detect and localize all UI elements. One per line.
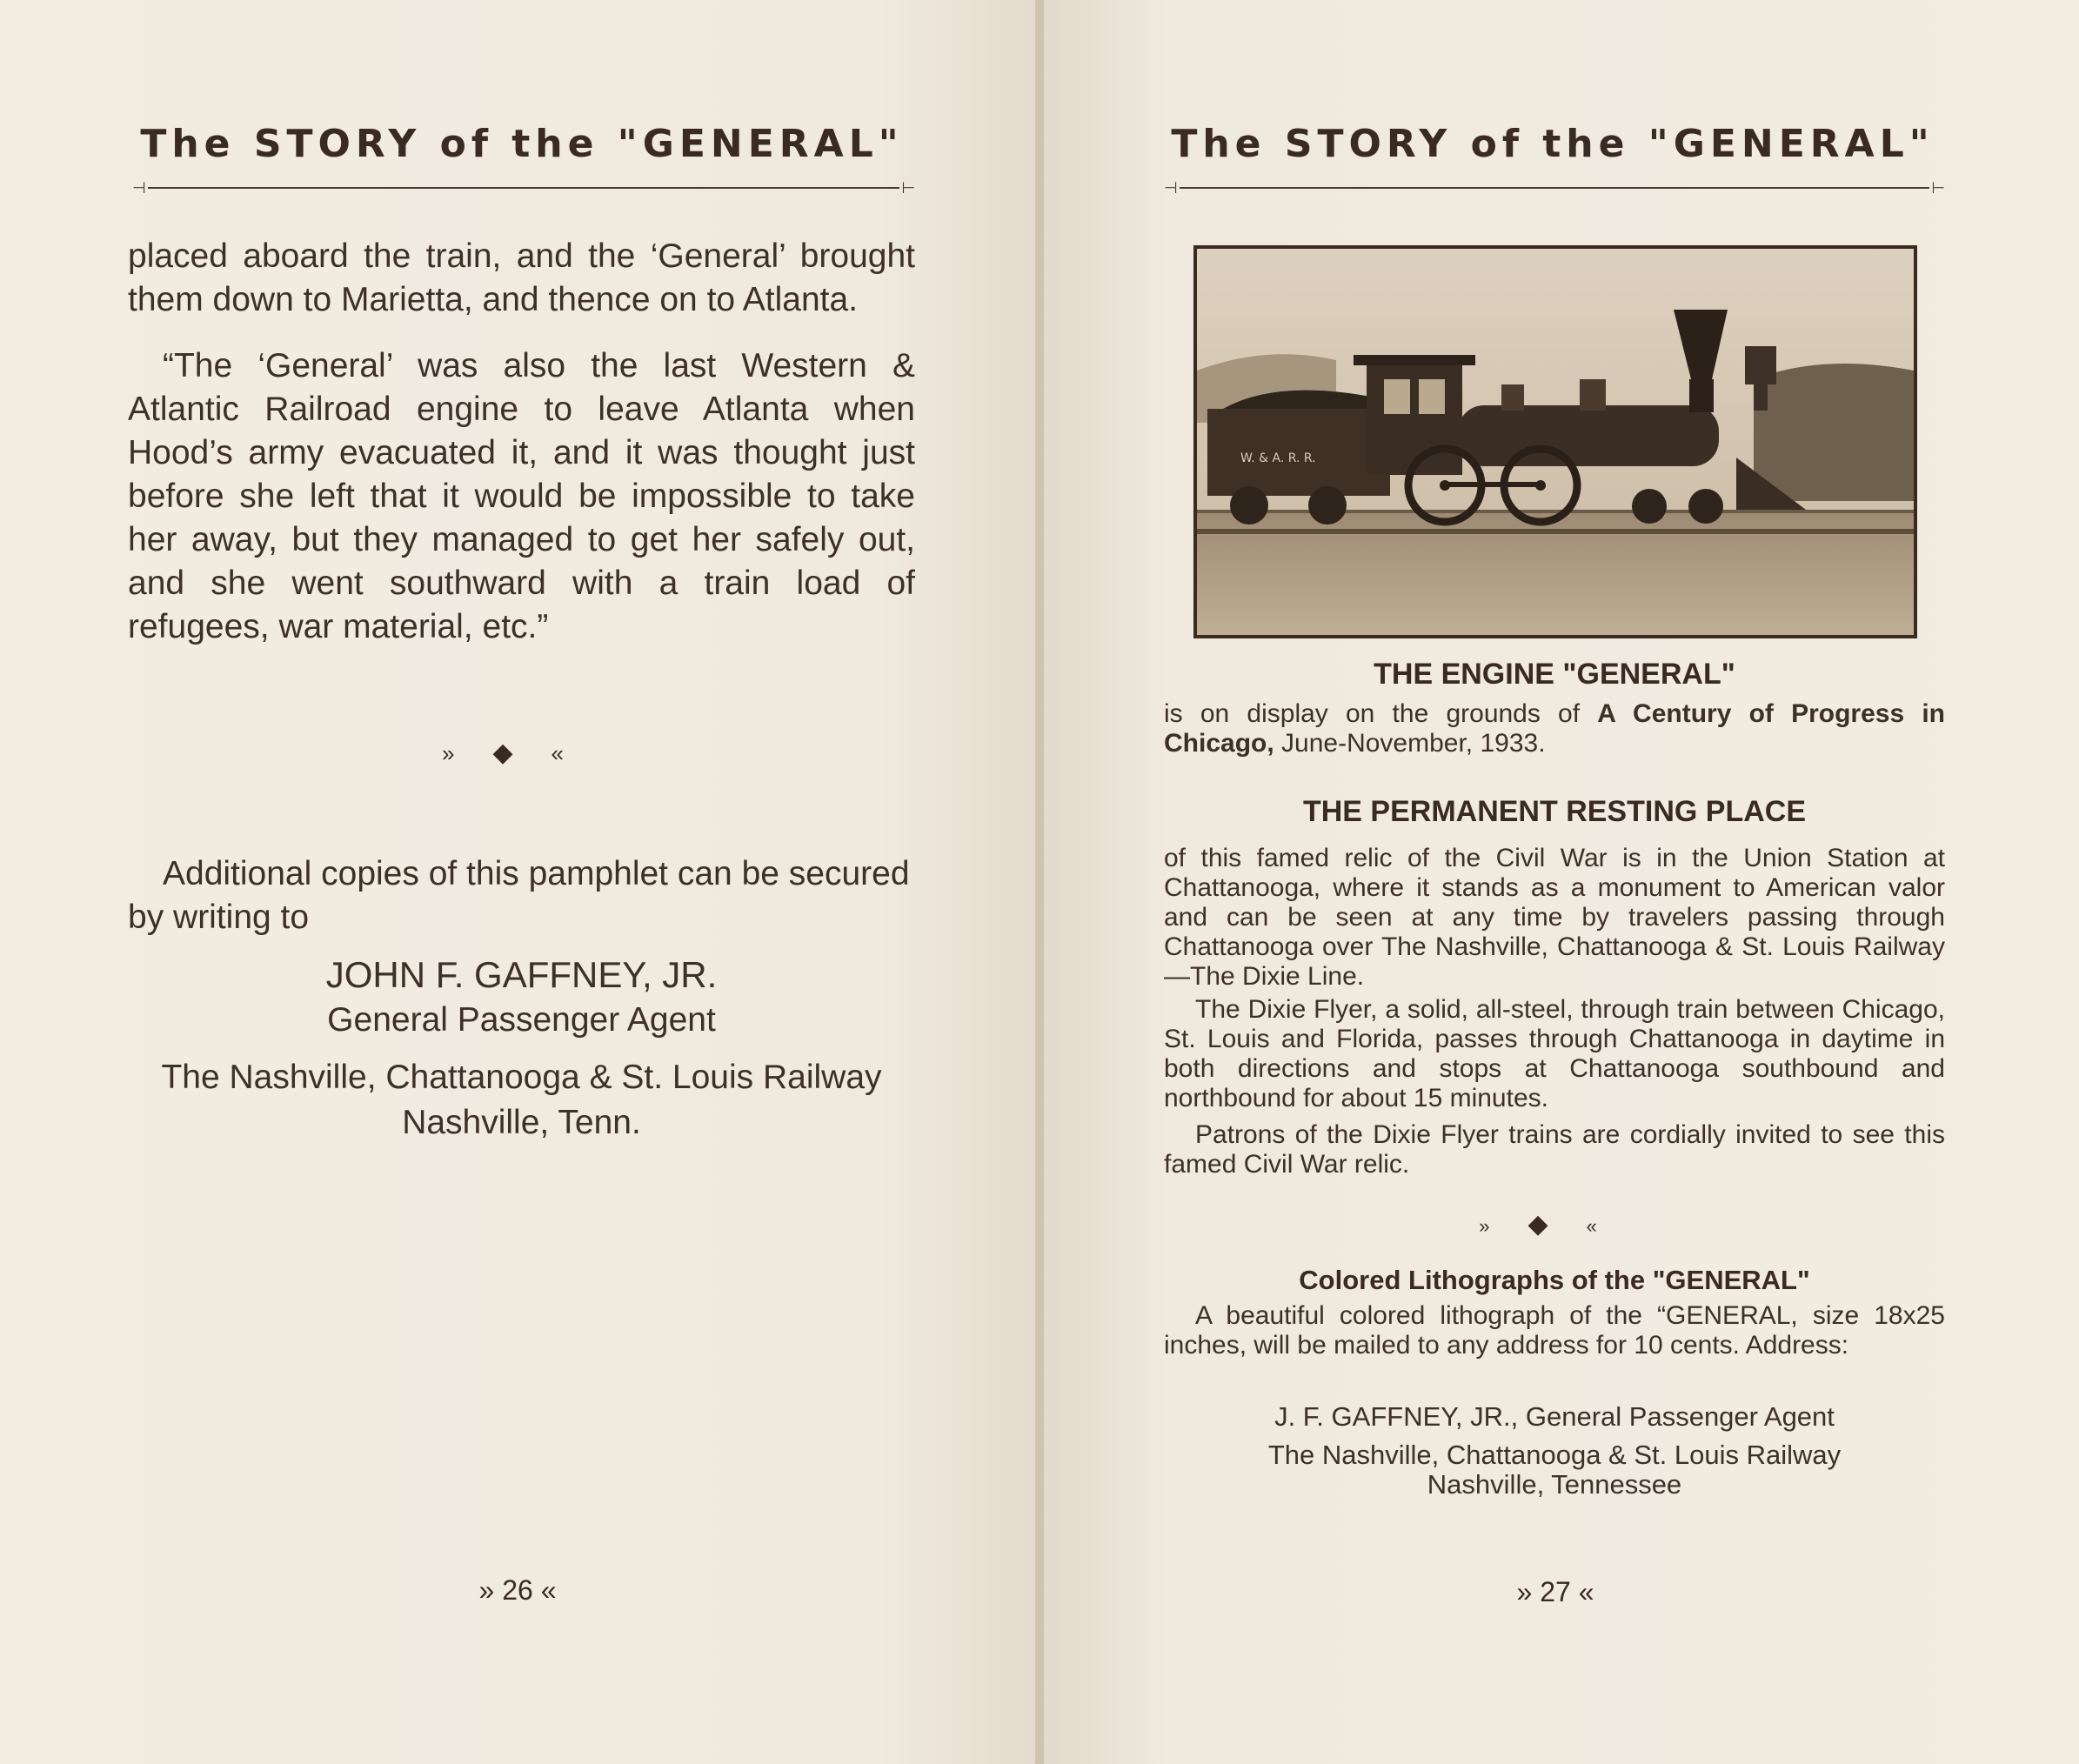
left-running-header: The STORY of the "GENERAL"	[140, 122, 904, 166]
resting-text: of this famed relic of the Civil War is in the Union Station at Chattanooga, where it stands as a monument to American valor and can be seen at any time by travelers passing through Chattanooga over The Nashville, Chattanooga & St. Louis Railway—The Dixie Line.	[1164, 844, 1945, 991]
ornament-left-glyph: »	[1479, 1215, 1528, 1237]
address-railway: The Nashville, Chattanooga & St. Louis Railway	[1267, 1440, 1842, 1470]
trees-right	[1754, 364, 1914, 501]
rule-left-tip-icon: ⊣	[1164, 179, 1178, 197]
address-city: Nashville, Tennessee	[1427, 1469, 1682, 1500]
pilot-wheel-1	[1632, 489, 1667, 524]
boiler	[1458, 405, 1719, 466]
locomotive-photo	[1193, 245, 1917, 638]
sand-dome	[1580, 379, 1606, 411]
engine-text-bold2: Chicago,	[1164, 729, 1274, 758]
address-name: J. F. GAFFNEY, JR., General Passenger Agent	[1274, 1401, 1835, 1432]
diamond-icon: ◆	[492, 738, 552, 767]
left-ornament	[391, 738, 652, 768]
contact-city: Nashville, Tenn.	[402, 1104, 641, 1141]
right-running-header: The STORY of the "GENERAL"	[1171, 122, 1935, 166]
engine-text-a: is on display on the grounds of	[1164, 699, 1598, 728]
litho-paragraph	[1164, 1301, 1945, 1360]
ornament-right-glyph: «	[1586, 1215, 1635, 1237]
side-rod	[1445, 482, 1541, 487]
rail-near	[1197, 529, 1914, 534]
para1-text: placed aboard the train, and the ‘General’ brought them down to Marietta, and thence on to Atlanta.	[128, 237, 915, 318]
rail-far	[1197, 510, 1914, 513]
left-page-number: » 26 «	[478, 1574, 557, 1606]
cab-window-2	[1419, 379, 1445, 414]
patrons-paragraph	[1164, 1120, 1945, 1179]
contact-name: JOHN F. GAFFNEY, JR.	[325, 954, 718, 995]
tender-wheel-1	[1230, 486, 1268, 525]
resting-paragraph	[1164, 844, 1945, 992]
cab	[1367, 362, 1462, 475]
litho-text: A beautiful colored lithograph of the “GENERAL, size 18x25 inches, will be mailed to any address for 10 cents. Address:	[1164, 1301, 1945, 1360]
left-header-rule	[132, 181, 915, 195]
copies-paragraph	[128, 852, 915, 939]
stack-base	[1689, 379, 1714, 412]
headlamp	[1745, 346, 1776, 384]
contact-title: General Passenger Agent	[327, 1001, 716, 1039]
rule-right-tip-icon: ⊢	[901, 179, 915, 197]
dixie-paragraph	[1164, 995, 1945, 1113]
ornament-left-glyph: »	[441, 740, 493, 766]
resting-heading: THE PERMANENT RESTING PLACE	[1302, 795, 1807, 828]
right-header-rule	[1164, 181, 1945, 195]
copies-text: Additional copies of this pamphlet can be secured by writing to	[128, 855, 910, 936]
ground	[1197, 510, 1914, 635]
pilot-wheel-2	[1688, 489, 1723, 524]
locomotive-illustration	[1197, 249, 1914, 635]
tender-lettering: W. & A. R. R.	[1240, 451, 1316, 465]
headlamp-stand	[1754, 384, 1768, 411]
engine-text-bold1: A Century of Progress in	[1597, 699, 1945, 728]
rule-left-tip-icon: ⊣	[132, 179, 146, 197]
patrons-text: Patrons of the Dixie Flyer trains are cordially invited to see this famed Civil War relic.	[1164, 1120, 1945, 1179]
book-gutter	[1035, 0, 1044, 1764]
engine-paragraph	[1164, 699, 1945, 758]
left-paragraph-2	[128, 344, 915, 649]
engine-text-b: June-November, 1933.	[1273, 729, 1546, 758]
para2-text: “The ‘General’ was also the last Western & Atlantic Railroad engine to leave Atlanta when Hood’s army evacuated it, and it was thought just before she left that it would be impossible to take her away, but they managed to get her safely out, and she went southward with a train load of refugees, war material, etc.”	[128, 347, 915, 645]
rule-right-tip-icon: ⊢	[1931, 179, 1945, 197]
cab-window-1	[1384, 379, 1410, 414]
engine-heading: THE ENGINE "GENERAL"	[1374, 658, 1735, 691]
litho-heading: Colored Lithographs of the "GENERAL"	[1299, 1265, 1810, 1295]
contact-railway: The Nashville, Chattanooga & St. Louis Railway	[161, 1059, 882, 1096]
diamond-icon: ◆	[1527, 1210, 1587, 1239]
right-page-number: » 27 «	[1516, 1576, 1594, 1607]
cab-roof	[1354, 355, 1475, 365]
dixie-text: The Dixie Flyer, a solid, all-steel, through train between Chicago, St. Louis and Florida, passes through Chattanooga in daytime in both directions and stops at Chattanooga southbound and northbound for about 15 minutes.	[1164, 995, 1945, 1113]
steam-dome	[1501, 384, 1524, 411]
ornament-right-glyph: «	[551, 740, 602, 766]
left-paragraph-1	[128, 235, 915, 322]
tender-wheel-2	[1308, 486, 1347, 525]
right-ornament	[1427, 1209, 1688, 1239]
